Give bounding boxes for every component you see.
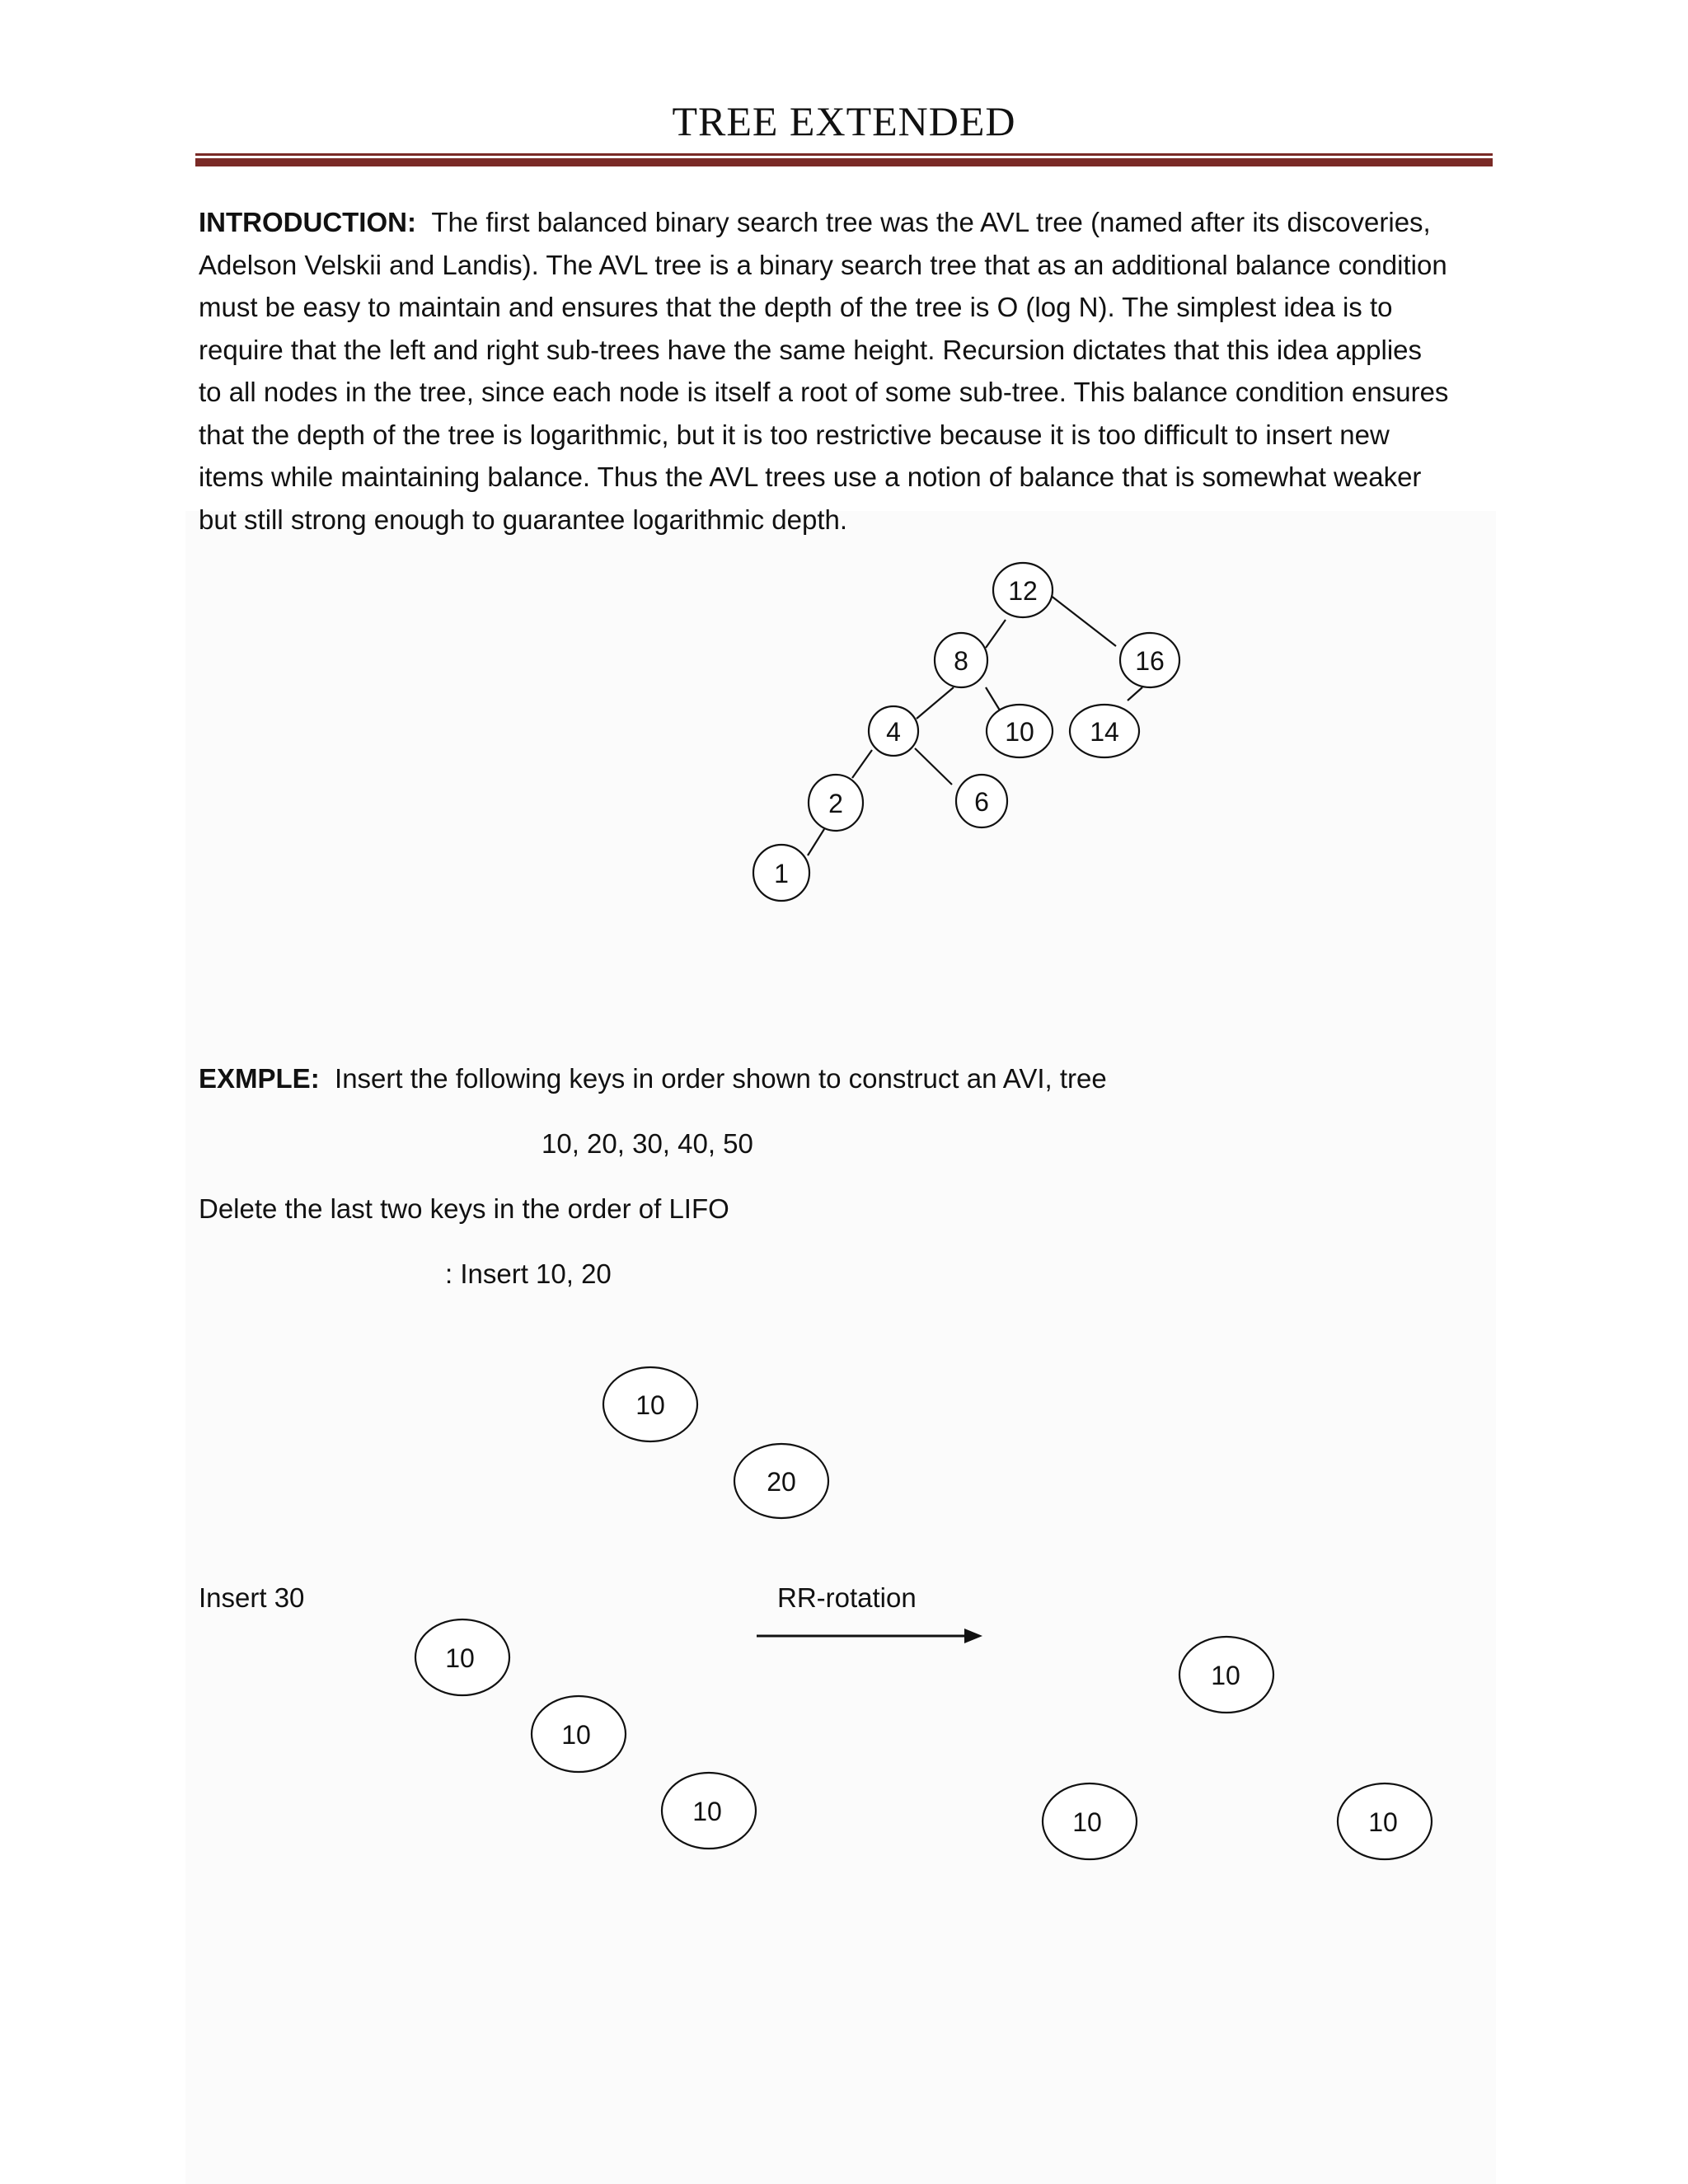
rotation-arrow: [757, 1629, 982, 1643]
intro-line-7: items while maintaining balance. Thus the AVL trees use a notion of balance that is somewhat weaker: [199, 462, 1422, 492]
edge-8-4: [917, 687, 954, 719]
rotation-arrow-head: [964, 1629, 982, 1643]
after-node-right: [1338, 1783, 1432, 1859]
intro-line-3: must be easy to maintain and ensures that the depth of the tree is O (log N). The simplest idea is to: [199, 292, 1393, 322]
avl-node-8-label: 8: [954, 646, 968, 676]
avl-node-12: [993, 563, 1053, 617]
avl-node-16-label: 16: [1135, 646, 1165, 676]
example-keys: 10, 20, 30, 40, 50: [542, 1128, 753, 1159]
edge-4-2: [852, 750, 872, 778]
after-node-root: [1179, 1637, 1273, 1713]
before-node-1-label: 10: [445, 1643, 475, 1673]
insert-30-label: Insert 30: [199, 1582, 305, 1613]
insert-node-10-label: 10: [635, 1390, 665, 1420]
delete-instruction: Delete the last two keys in the order of LIFO: [199, 1193, 729, 1224]
intro-line-6: that the depth of the tree is logarithmic, but it is too restrictive because it is too difficult to insert new: [199, 419, 1390, 450]
edge-12-16: [1050, 595, 1116, 646]
rotation-label: RR-rotation: [777, 1582, 917, 1613]
avl-node-14: [1070, 705, 1139, 757]
avl-node-2: [809, 775, 863, 831]
after-node-left-label: 10: [1072, 1807, 1102, 1837]
avl-node-2-label: 2: [828, 789, 843, 818]
before-node-3: [662, 1773, 756, 1849]
avl-node-10-label: 10: [1005, 717, 1034, 747]
avl-node-1: [753, 845, 809, 901]
intro-line-4: require that the left and right sub-trees have the same height. Recursion dictates that this idea applies: [199, 334, 1423, 365]
intro-heading: INTRODUCTION:: [199, 207, 416, 237]
avl-node-6-label: 6: [974, 787, 989, 817]
example-line: [199, 1063, 1107, 1094]
intro-line-5: to all nodes in the tree, since each node is itself a root of some sub-tree. This balance condition ensures: [199, 377, 1449, 407]
intro-line-8: but still strong enough to guarantee logarithmic depth.: [199, 504, 848, 535]
avl-node-6: [956, 775, 1007, 827]
insert-node-10: [603, 1367, 697, 1441]
before-node-1: [415, 1619, 509, 1695]
before-node-3-label: 10: [692, 1797, 722, 1826]
before-node-2-label: 10: [561, 1720, 591, 1750]
edge-4-6: [915, 748, 952, 785]
before-node-2: [532, 1696, 626, 1772]
insert-node-20-label: 20: [767, 1467, 796, 1497]
after-node-right-label: 10: [1368, 1807, 1398, 1837]
edge-12-8: [986, 620, 1006, 648]
insert-node-20: [734, 1444, 828, 1518]
avl-node-16: [1120, 633, 1179, 687]
avl-node-12-label: 12: [1008, 576, 1038, 606]
example-heading: EXMPLE:: [199, 1063, 320, 1094]
after-node-left: [1043, 1783, 1137, 1859]
edge-2-1: [808, 829, 824, 855]
edge-16-14: [1128, 687, 1142, 701]
avl-node-14-label: 14: [1090, 717, 1119, 747]
after-node-root-label: 10: [1211, 1661, 1240, 1690]
example-text: Insert the following keys in order shown to construct an AVI, tree: [335, 1063, 1107, 1094]
avl-node-4: [869, 706, 918, 756]
intro-text-1: The first balanced binary search tree was the AVL tree (named after its discoveries,: [431, 207, 1431, 237]
insert-step-label: : Insert 10, 20: [445, 1258, 612, 1289]
avl-node-8: [935, 633, 987, 687]
avl-node-4-label: 4: [886, 717, 901, 747]
avl-node-1-label: 1: [774, 859, 789, 888]
avl-node-10: [987, 705, 1053, 757]
page-title: TREE EXTENDED: [672, 98, 1016, 144]
intro-line-2: Adelson Velskii and Landis). The AVL tree is a binary search tree that as an additional balance condition: [199, 249, 1447, 280]
